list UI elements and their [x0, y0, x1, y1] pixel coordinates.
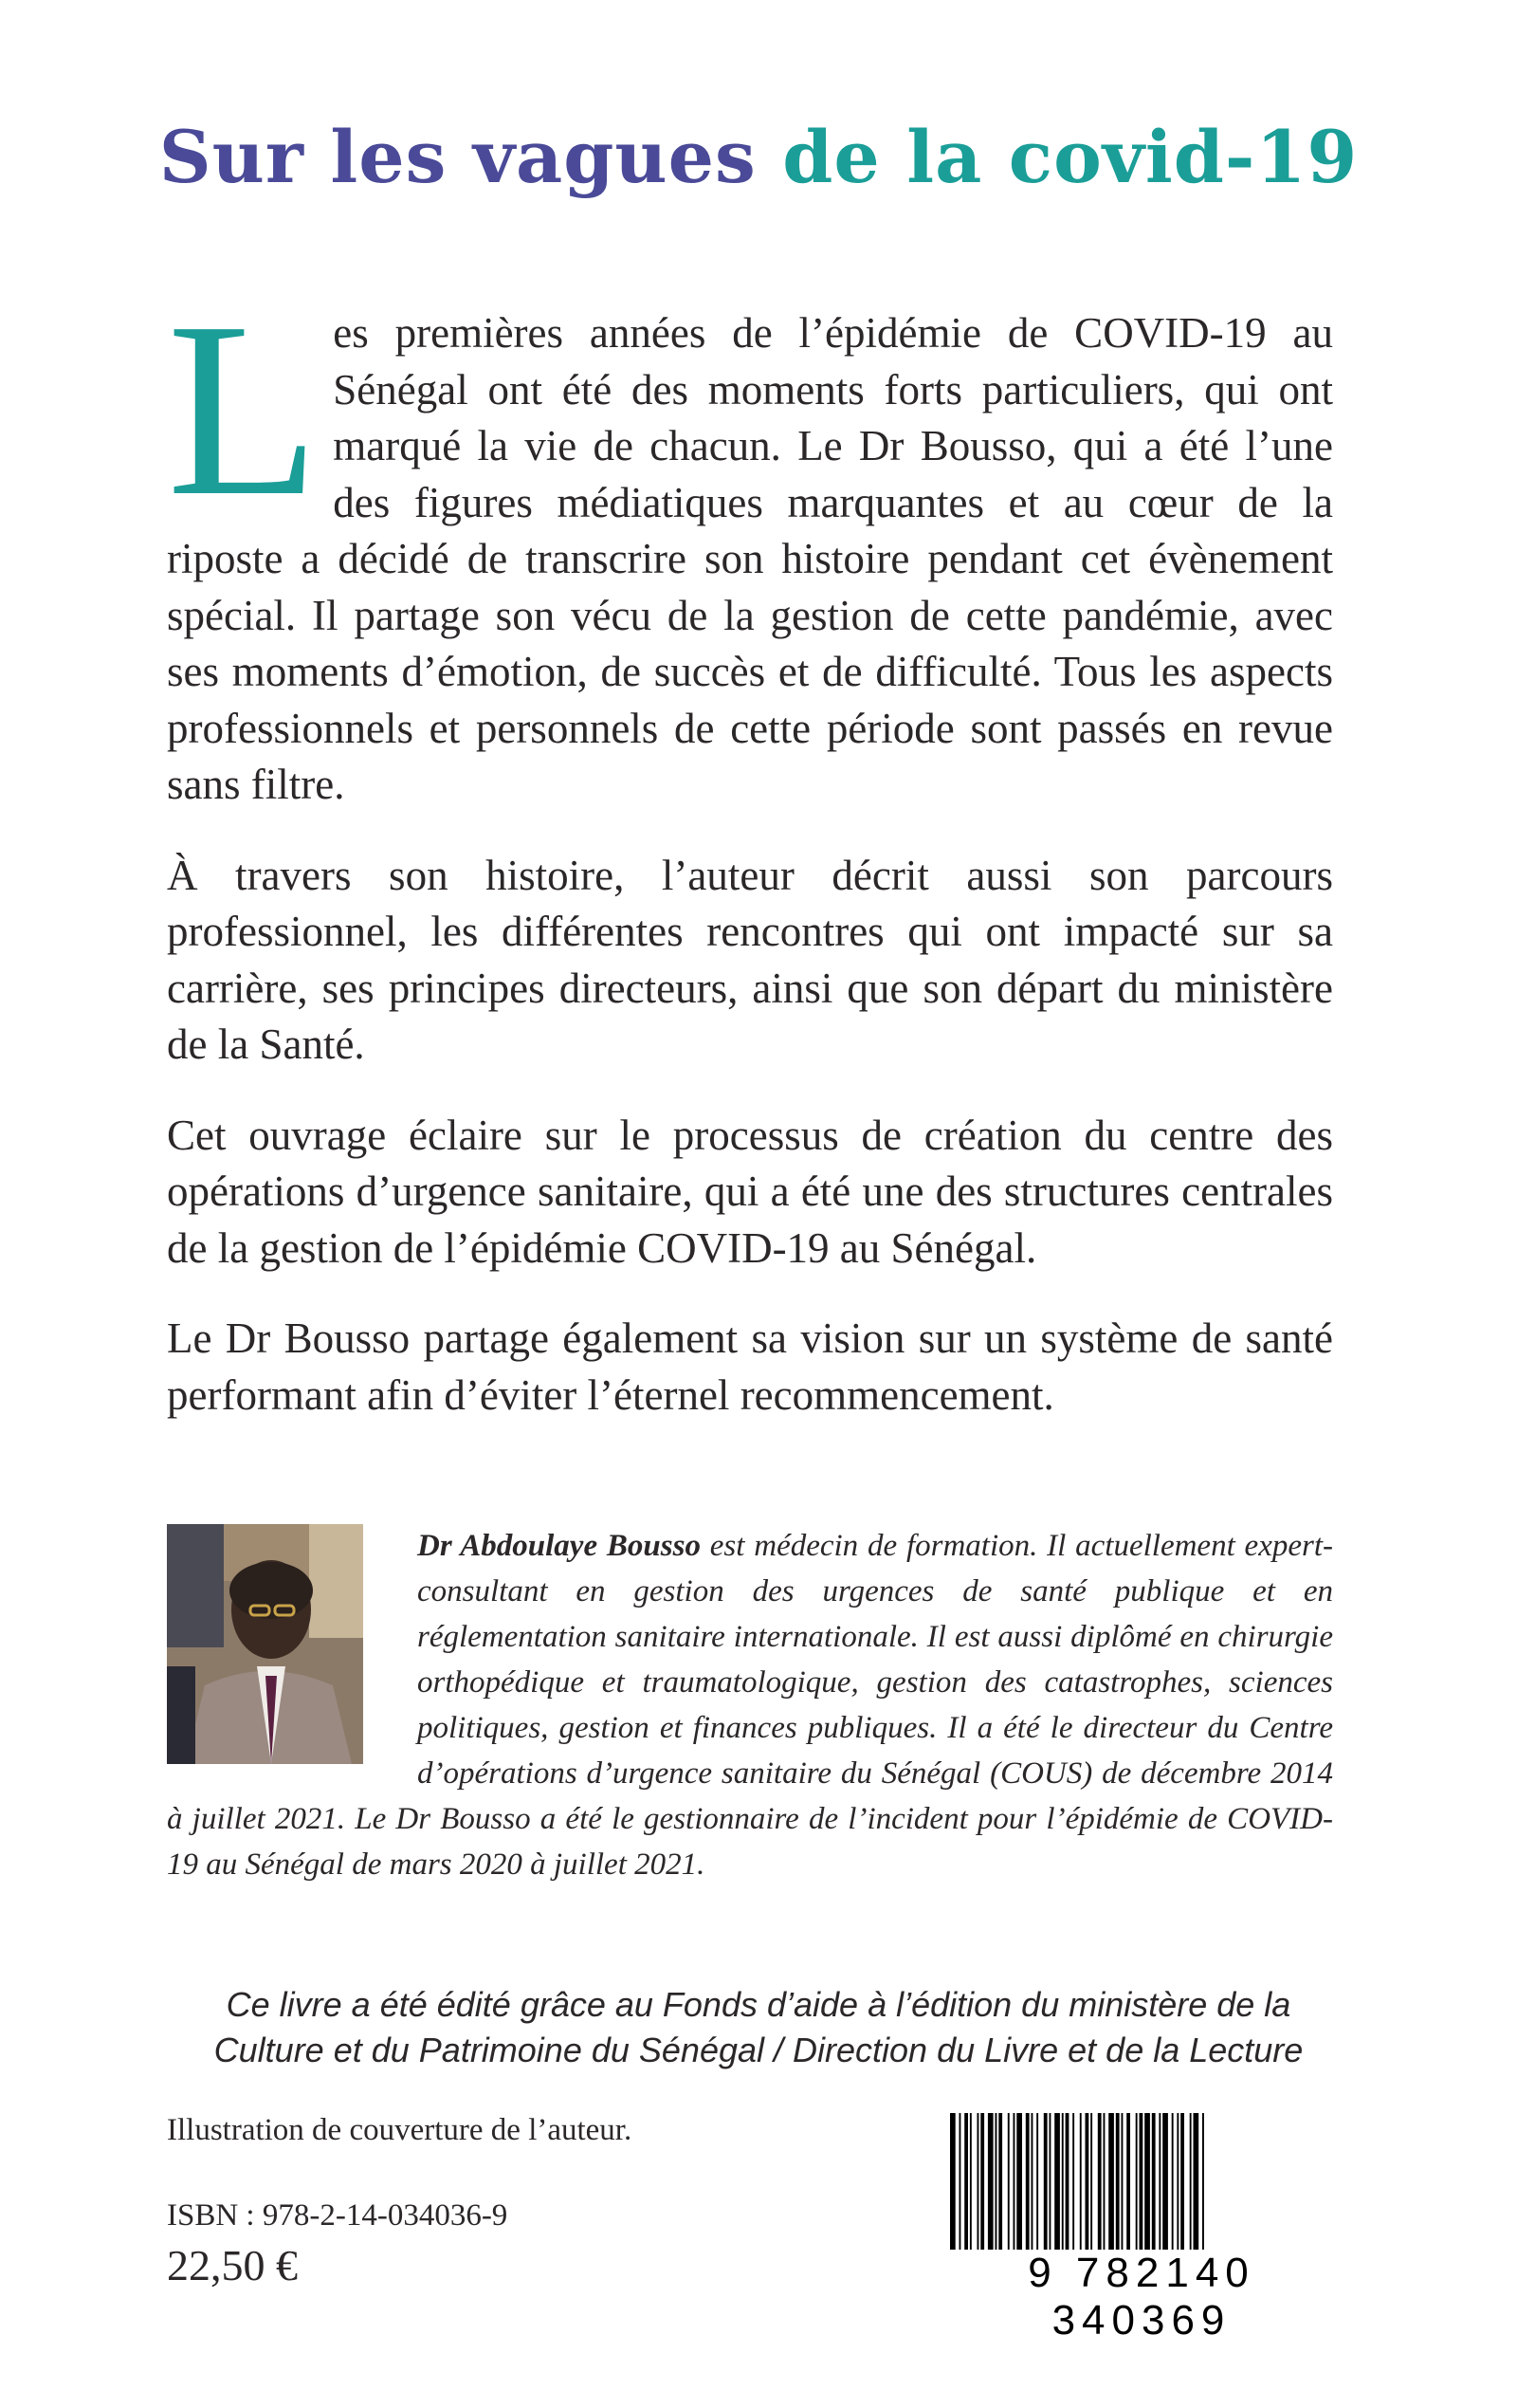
funding-notice — [133, 1982, 1384, 2073]
author-name: Dr Abdoulaye Bousso — [417, 1529, 701, 1563]
summary-paragraph-1 — [167, 271, 1333, 814]
summary-paragraph-1-text: es premières années de l’épidémie de COVID-19 au Sénégal ont été des moments forts particuliers, qui ont marqué la vie de chacun. Le Dr Bousso, qui a été l’une des figures médiatiques marquantes et au cœur de la riposte a décidé de transcrire son histoire pendant cet évènement spécial. Il partage son vécu de la gestion de cette pandémie, avec ses moments d’émotion, de succès et de difficulté. Tous les aspects professionnels et personnels de cette période sont passés en revue sans filtre. — [167, 309, 1333, 808]
book-title — [0, 115, 1517, 199]
summary-paragraph-3: Cet ouvrage éclaire sur le processus de création du centre des opérations d’urgence sanitaire, qui a été une des structures centrales de la gestion de l’épidémie COVID-19 au Sénégal. — [167, 1111, 1333, 1272]
summary-paragraph-2: À travers son histoire, l’auteur décrit aussi son parcours professionnel, les différentes rencontres qui ont impacté sur sa carrière, ses principes directeurs, ainsi que son départ du ministère de la Santé. — [167, 851, 1333, 1068]
isbn-text: ISBN : 978-2-14-034036-9 — [167, 2198, 508, 2233]
drop-cap: L — [167, 271, 320, 548]
author-bio — [167, 1523, 1333, 1887]
funding-line-2: Culture et du Patrimoine du Sénégal / Direction du Livre et de la Lecture — [213, 2031, 1304, 2069]
title-part-2: de la covid-19 — [782, 115, 1359, 199]
summary-paragraph-4: Le Dr Bousso partage également sa vision sur un système de santé performant afin d’éviter l’éternel recommencement. — [167, 1314, 1333, 1419]
author-bio-text: est médecin de formation. Il actuellement expert-consultant en gestion des urgences de santé publique et en réglementation sanitaire internationale. Il est aussi diplômé en chirurgie orthopédique et traumatologique, gestion des catastrophes, sciences politiques, gestion et finances publiques. Il a été le directeur du Centre d’opérations d’urgence sanitaire du Sénégal (COUS) de décembre 2014 à juillet 2021. Le Dr Bousso a été le gestionnaire de l’incident pour l’épidémie de COVID-19 au Sénégal de mars 2020 à juillet 2021. — [167, 1529, 1333, 1882]
price: 22,50 € — [167, 2241, 298, 2289]
illustration-credit: Illustration de couverture de l’auteur. — [167, 2113, 632, 2147]
funding-line-1: Ce livre a été édité grâce au Fonds d’aide à l’édition du ministère de la — [226, 1985, 1291, 2024]
title-part-1: Sur les vagues — [158, 115, 757, 199]
back-cover-summary — [167, 271, 1333, 1458]
barcode-number: 9 782140 340369 — [942, 2250, 1341, 2344]
